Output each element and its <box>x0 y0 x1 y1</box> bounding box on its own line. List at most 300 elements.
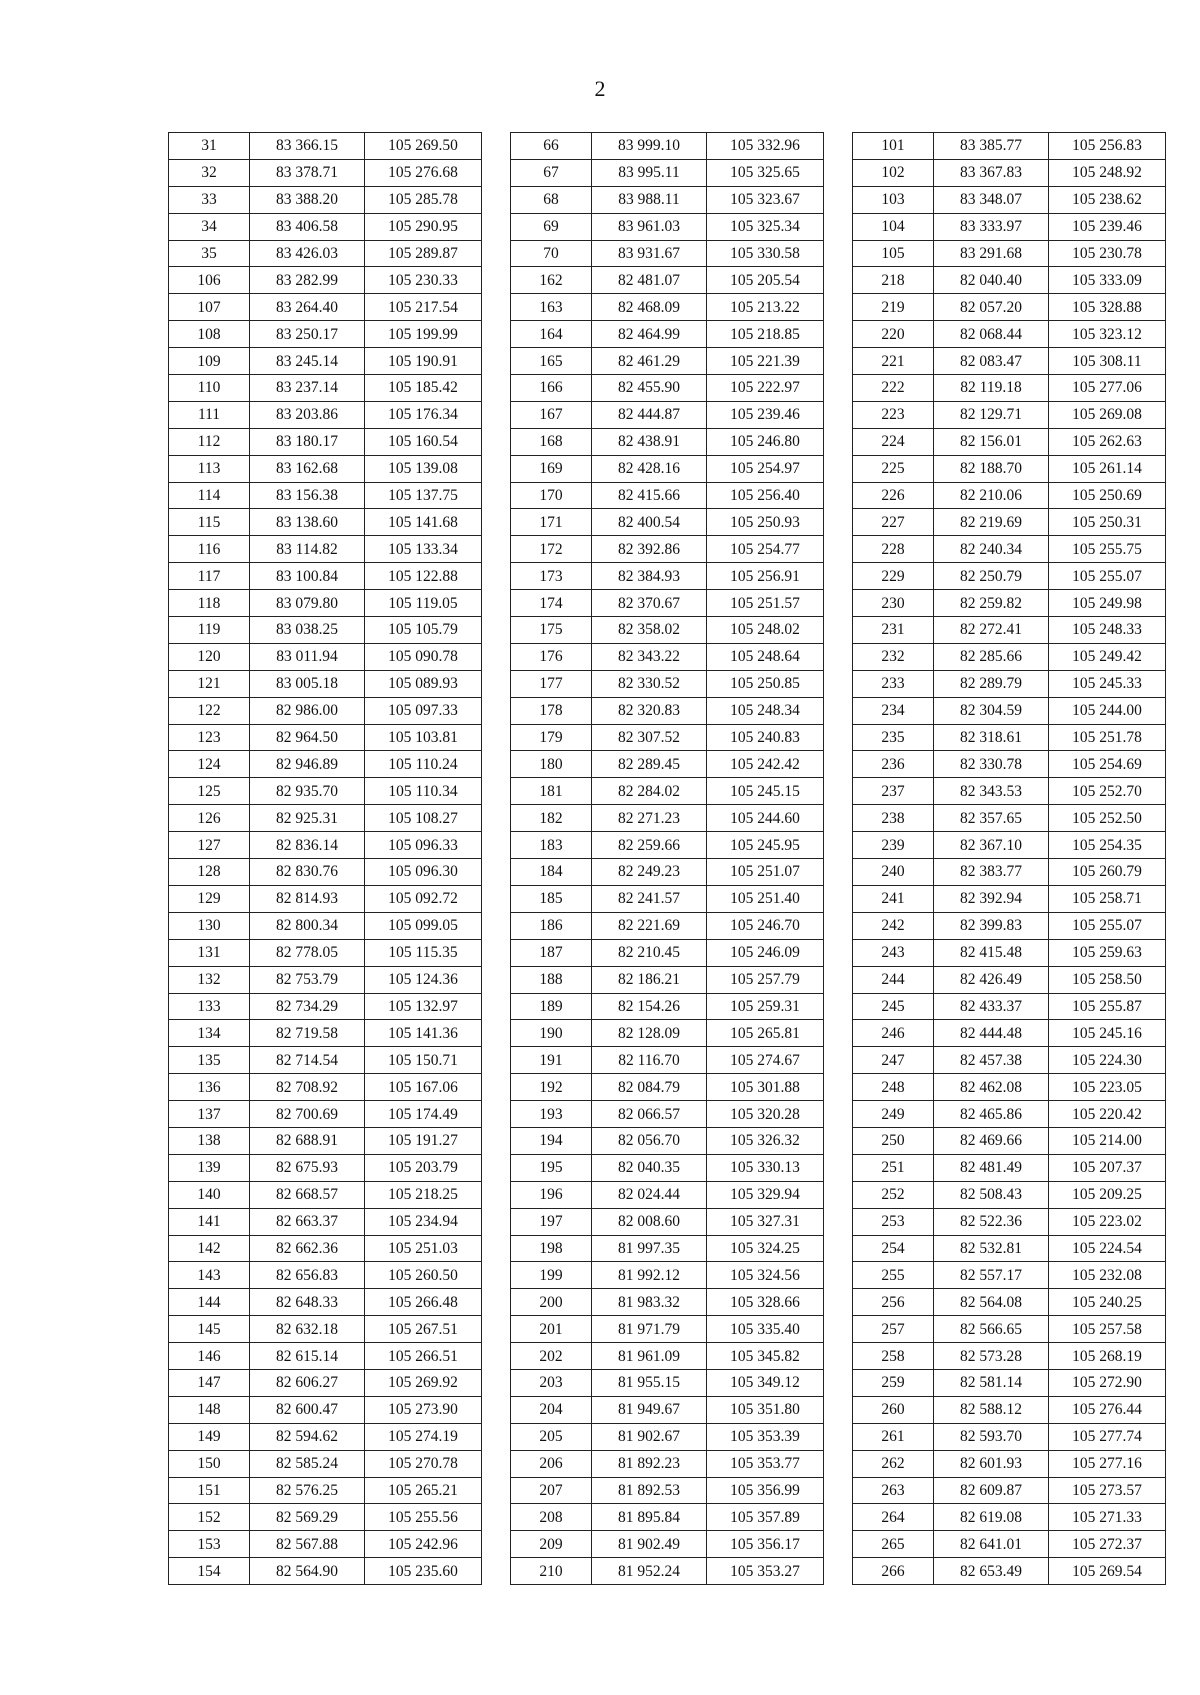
x-coordinate-cell: 82 656.83 <box>250 1262 365 1289</box>
point-number-cell: 113 <box>169 455 250 482</box>
point-number-cell: 135 <box>169 1047 250 1074</box>
table-row <box>853 1531 1166 1558</box>
x-coordinate-cell: 81 892.23 <box>592 1450 707 1477</box>
x-coordinate-cell: 82 564.08 <box>934 1289 1049 1316</box>
x-coordinate-cell: 82 662.36 <box>250 1235 365 1262</box>
x-coordinate-cell: 82 210.06 <box>934 482 1049 509</box>
x-coordinate-cell: 82 210.45 <box>592 939 707 966</box>
x-coordinate-cell: 83 138.60 <box>250 509 365 536</box>
point-number-cell: 143 <box>169 1262 250 1289</box>
table-row <box>511 643 824 670</box>
y-coordinate-cell: 105 214.00 <box>1049 1127 1166 1154</box>
table-row <box>853 1423 1166 1450</box>
table-row <box>169 348 482 375</box>
table-row <box>511 1450 824 1477</box>
y-coordinate-cell: 105 329.94 <box>707 1181 824 1208</box>
point-number-cell: 192 <box>511 1074 592 1101</box>
x-coordinate-cell: 82 619.08 <box>934 1504 1049 1531</box>
table-row <box>169 590 482 617</box>
y-coordinate-cell: 105 209.25 <box>1049 1181 1166 1208</box>
point-number-cell: 70 <box>511 240 592 267</box>
point-number-cell: 219 <box>853 294 934 321</box>
x-coordinate-cell: 83 005.18 <box>250 670 365 697</box>
x-coordinate-cell: 83 245.14 <box>250 348 365 375</box>
point-number-cell: 141 <box>169 1208 250 1235</box>
table-row <box>853 1235 1166 1262</box>
x-coordinate-cell: 82 307.52 <box>592 724 707 751</box>
point-number-cell: 256 <box>853 1289 934 1316</box>
x-coordinate-cell: 82 156.01 <box>934 428 1049 455</box>
table-row <box>511 939 824 966</box>
x-coordinate-cell: 82 444.87 <box>592 401 707 428</box>
x-coordinate-cell: 82 320.83 <box>592 697 707 724</box>
y-coordinate-cell: 105 254.35 <box>1049 832 1166 859</box>
x-coordinate-cell: 83 291.68 <box>934 240 1049 267</box>
point-number-cell: 225 <box>853 455 934 482</box>
y-coordinate-cell: 105 096.33 <box>365 832 482 859</box>
point-number-cell: 122 <box>169 697 250 724</box>
x-coordinate-cell: 82 778.05 <box>250 939 365 966</box>
x-coordinate-cell: 82 444.48 <box>934 1020 1049 1047</box>
table-row <box>511 1154 824 1181</box>
table-row <box>169 1343 482 1370</box>
y-coordinate-cell: 105 176.34 <box>365 401 482 428</box>
y-coordinate-cell: 105 265.21 <box>365 1477 482 1504</box>
y-coordinate-cell: 105 246.80 <box>707 428 824 455</box>
table-row <box>511 859 824 886</box>
point-number-cell: 177 <box>511 670 592 697</box>
point-number-cell: 242 <box>853 912 934 939</box>
table-row <box>511 1558 824 1585</box>
y-coordinate-cell: 105 246.70 <box>707 912 824 939</box>
x-coordinate-cell: 81 997.35 <box>592 1235 707 1262</box>
x-coordinate-cell: 81 902.67 <box>592 1423 707 1450</box>
x-coordinate-cell: 82 986.00 <box>250 697 365 724</box>
y-coordinate-cell: 105 115.35 <box>365 939 482 966</box>
table-row <box>853 240 1166 267</box>
y-coordinate-cell: 105 324.56 <box>707 1262 824 1289</box>
table-row <box>853 159 1166 186</box>
y-coordinate-cell: 105 234.94 <box>365 1208 482 1235</box>
y-coordinate-cell: 105 248.64 <box>707 643 824 670</box>
x-coordinate-cell: 81 955.15 <box>592 1369 707 1396</box>
point-number-cell: 104 <box>853 213 934 240</box>
y-coordinate-cell: 105 257.58 <box>1049 1316 1166 1343</box>
table-row <box>511 294 824 321</box>
x-coordinate-cell: 82 814.93 <box>250 885 365 912</box>
x-coordinate-cell: 81 949.67 <box>592 1396 707 1423</box>
point-number-cell: 248 <box>853 1074 934 1101</box>
table-row <box>169 778 482 805</box>
y-coordinate-cell: 105 327.31 <box>707 1208 824 1235</box>
table-row <box>853 1074 1166 1101</box>
point-number-cell: 241 <box>853 885 934 912</box>
y-coordinate-cell: 105 230.78 <box>1049 240 1166 267</box>
point-number-cell: 142 <box>169 1235 250 1262</box>
y-coordinate-cell: 105 255.07 <box>1049 563 1166 590</box>
x-coordinate-cell: 82 040.40 <box>934 267 1049 294</box>
point-number-cell: 236 <box>853 751 934 778</box>
point-number-cell: 171 <box>511 509 592 536</box>
y-coordinate-cell: 105 266.48 <box>365 1289 482 1316</box>
point-number-cell: 153 <box>169 1531 250 1558</box>
y-coordinate-cell: 105 133.34 <box>365 536 482 563</box>
point-number-cell: 163 <box>511 294 592 321</box>
x-coordinate-cell: 82 714.54 <box>250 1047 365 1074</box>
y-coordinate-cell: 105 110.34 <box>365 778 482 805</box>
point-number-cell: 262 <box>853 1450 934 1477</box>
point-number-cell: 251 <box>853 1154 934 1181</box>
point-number-cell: 118 <box>169 590 250 617</box>
y-coordinate-cell: 105 250.69 <box>1049 482 1166 509</box>
coordinate-table-3 <box>852 132 1166 1585</box>
y-coordinate-cell: 105 119.05 <box>365 590 482 617</box>
y-coordinate-cell: 105 270.78 <box>365 1450 482 1477</box>
y-coordinate-cell: 105 330.58 <box>707 240 824 267</box>
point-number-cell: 179 <box>511 724 592 751</box>
y-coordinate-cell: 105 345.82 <box>707 1343 824 1370</box>
point-number-cell: 68 <box>511 186 592 213</box>
table-row <box>511 1235 824 1262</box>
table-row <box>853 267 1166 294</box>
table-row <box>169 186 482 213</box>
point-number-cell: 247 <box>853 1047 934 1074</box>
y-coordinate-cell: 105 254.69 <box>1049 751 1166 778</box>
table-row <box>169 563 482 590</box>
x-coordinate-cell: 83 961.03 <box>592 213 707 240</box>
table-row <box>169 1289 482 1316</box>
x-coordinate-cell: 82 946.89 <box>250 751 365 778</box>
x-coordinate-cell: 82 186.21 <box>592 966 707 993</box>
y-coordinate-cell: 105 256.83 <box>1049 133 1166 160</box>
point-number-cell: 187 <box>511 939 592 966</box>
point-number-cell: 221 <box>853 348 934 375</box>
y-coordinate-cell: 105 259.63 <box>1049 939 1166 966</box>
x-coordinate-cell: 83 999.10 <box>592 133 707 160</box>
table-row <box>511 213 824 240</box>
table-row <box>853 939 1166 966</box>
table-row <box>853 617 1166 644</box>
point-number-cell: 116 <box>169 536 250 563</box>
point-number-cell: 197 <box>511 1208 592 1235</box>
table-row <box>853 670 1166 697</box>
x-coordinate-cell: 83 995.11 <box>592 159 707 186</box>
table-row <box>511 1396 824 1423</box>
y-coordinate-cell: 105 269.50 <box>365 133 482 160</box>
y-coordinate-cell: 105 252.50 <box>1049 805 1166 832</box>
y-coordinate-cell: 105 333.09 <box>1049 267 1166 294</box>
y-coordinate-cell: 105 269.92 <box>365 1369 482 1396</box>
table-row <box>511 186 824 213</box>
x-coordinate-cell: 82 925.31 <box>250 805 365 832</box>
point-number-cell: 123 <box>169 724 250 751</box>
point-number-cell: 138 <box>169 1127 250 1154</box>
x-coordinate-cell: 82 465.86 <box>934 1101 1049 1128</box>
table-row <box>169 536 482 563</box>
table-row <box>511 1531 824 1558</box>
point-number-cell: 180 <box>511 751 592 778</box>
point-number-cell: 183 <box>511 832 592 859</box>
point-number-cell: 227 <box>853 509 934 536</box>
x-coordinate-cell: 82 594.62 <box>250 1423 365 1450</box>
table-row <box>169 1396 482 1423</box>
x-coordinate-cell: 81 892.53 <box>592 1477 707 1504</box>
x-coordinate-cell: 81 992.12 <box>592 1262 707 1289</box>
point-number-cell: 115 <box>169 509 250 536</box>
x-coordinate-cell: 82 343.53 <box>934 778 1049 805</box>
table-row <box>853 1154 1166 1181</box>
x-coordinate-cell: 82 330.78 <box>934 751 1049 778</box>
table-row <box>511 536 824 563</box>
point-number-cell: 260 <box>853 1396 934 1423</box>
x-coordinate-cell: 82 129.71 <box>934 401 1049 428</box>
x-coordinate-cell: 82 564.90 <box>250 1558 365 1585</box>
table-row <box>169 1504 482 1531</box>
point-number-cell: 254 <box>853 1235 934 1262</box>
y-coordinate-cell: 105 254.97 <box>707 455 824 482</box>
x-coordinate-cell: 82 024.44 <box>592 1181 707 1208</box>
point-number-cell: 226 <box>853 482 934 509</box>
point-number-cell: 204 <box>511 1396 592 1423</box>
page-number: 2 <box>594 76 606 101</box>
y-coordinate-cell: 105 255.07 <box>1049 912 1166 939</box>
y-coordinate-cell: 105 276.44 <box>1049 1396 1166 1423</box>
table-row <box>511 1423 824 1450</box>
point-number-cell: 185 <box>511 885 592 912</box>
point-number-cell: 103 <box>853 186 934 213</box>
point-number-cell: 136 <box>169 1074 250 1101</box>
y-coordinate-cell: 105 160.54 <box>365 428 482 455</box>
table-row <box>511 590 824 617</box>
y-coordinate-cell: 105 217.54 <box>365 294 482 321</box>
point-number-cell: 144 <box>169 1289 250 1316</box>
table-row <box>853 1289 1166 1316</box>
x-coordinate-cell: 82 392.86 <box>592 536 707 563</box>
x-coordinate-cell: 82 119.18 <box>934 375 1049 402</box>
point-number-cell: 129 <box>169 885 250 912</box>
table-row <box>169 375 482 402</box>
y-coordinate-cell: 105 245.16 <box>1049 1020 1166 1047</box>
table-row <box>511 1343 824 1370</box>
table-row <box>511 375 824 402</box>
y-coordinate-cell: 105 259.31 <box>707 993 824 1020</box>
y-coordinate-cell: 105 248.02 <box>707 617 824 644</box>
y-coordinate-cell: 105 277.16 <box>1049 1450 1166 1477</box>
y-coordinate-cell: 105 124.36 <box>365 966 482 993</box>
point-number-cell: 150 <box>169 1450 250 1477</box>
x-coordinate-cell: 83 156.38 <box>250 482 365 509</box>
point-number-cell: 182 <box>511 805 592 832</box>
y-coordinate-cell: 105 267.51 <box>365 1316 482 1343</box>
table-row <box>511 563 824 590</box>
x-coordinate-cell: 82 700.69 <box>250 1101 365 1128</box>
x-coordinate-cell: 82 675.93 <box>250 1154 365 1181</box>
y-coordinate-cell: 105 090.78 <box>365 643 482 670</box>
table-row <box>169 1208 482 1235</box>
table-row <box>853 1396 1166 1423</box>
point-number-cell: 112 <box>169 428 250 455</box>
x-coordinate-cell: 83 388.20 <box>250 186 365 213</box>
x-coordinate-cell: 82 358.02 <box>592 617 707 644</box>
x-coordinate-cell: 82 481.49 <box>934 1154 1049 1181</box>
point-number-cell: 67 <box>511 159 592 186</box>
y-coordinate-cell: 105 207.37 <box>1049 1154 1166 1181</box>
point-number-cell: 228 <box>853 536 934 563</box>
point-number-cell: 174 <box>511 590 592 617</box>
y-coordinate-cell: 105 332.96 <box>707 133 824 160</box>
y-coordinate-cell: 105 199.99 <box>365 321 482 348</box>
table-row <box>169 509 482 536</box>
y-coordinate-cell: 105 255.56 <box>365 1504 482 1531</box>
table-row <box>511 724 824 751</box>
point-number-cell: 162 <box>511 267 592 294</box>
table-row <box>169 1101 482 1128</box>
table-row <box>169 724 482 751</box>
table-row <box>511 1504 824 1531</box>
table-row <box>169 1154 482 1181</box>
point-number-cell: 224 <box>853 428 934 455</box>
y-coordinate-cell: 105 353.77 <box>707 1450 824 1477</box>
table-row <box>169 401 482 428</box>
table-row <box>169 1369 482 1396</box>
table-row <box>853 778 1166 805</box>
table-row <box>853 1127 1166 1154</box>
table-row <box>169 240 482 267</box>
point-number-cell: 131 <box>169 939 250 966</box>
point-number-cell: 140 <box>169 1181 250 1208</box>
y-coordinate-cell: 105 218.25 <box>365 1181 482 1208</box>
y-coordinate-cell: 105 249.98 <box>1049 590 1166 617</box>
table-row <box>511 1208 824 1235</box>
point-number-cell: 257 <box>853 1316 934 1343</box>
point-number-cell: 245 <box>853 993 934 1020</box>
table-row <box>511 1101 824 1128</box>
y-coordinate-cell: 105 105.79 <box>365 617 482 644</box>
coordinate-table-1 <box>168 132 482 1585</box>
table-row <box>853 1450 1166 1477</box>
table-row <box>853 186 1166 213</box>
y-coordinate-cell: 105 223.05 <box>1049 1074 1166 1101</box>
point-number-cell: 191 <box>511 1047 592 1074</box>
x-coordinate-cell: 81 895.84 <box>592 1504 707 1531</box>
x-coordinate-cell: 82 632.18 <box>250 1316 365 1343</box>
table-row <box>511 697 824 724</box>
point-number-cell: 189 <box>511 993 592 1020</box>
x-coordinate-cell: 82 154.26 <box>592 993 707 1020</box>
x-coordinate-cell: 83 333.97 <box>934 213 1049 240</box>
table-row <box>511 885 824 912</box>
x-coordinate-cell: 82 573.28 <box>934 1343 1049 1370</box>
table-row <box>853 1181 1166 1208</box>
table-row <box>511 832 824 859</box>
y-coordinate-cell: 105 324.25 <box>707 1235 824 1262</box>
point-number-cell: 238 <box>853 805 934 832</box>
y-coordinate-cell: 105 251.57 <box>707 590 824 617</box>
y-coordinate-cell: 105 205.54 <box>707 267 824 294</box>
point-number-cell: 34 <box>169 213 250 240</box>
y-coordinate-cell: 105 239.46 <box>707 401 824 428</box>
y-coordinate-cell: 105 290.95 <box>365 213 482 240</box>
point-number-cell: 132 <box>169 966 250 993</box>
x-coordinate-cell: 83 406.58 <box>250 213 365 240</box>
x-coordinate-cell: 82 601.93 <box>934 1450 1049 1477</box>
point-number-cell: 237 <box>853 778 934 805</box>
table-row <box>853 1047 1166 1074</box>
point-number-cell: 166 <box>511 375 592 402</box>
x-coordinate-cell: 82 468.09 <box>592 294 707 321</box>
point-number-cell: 207 <box>511 1477 592 1504</box>
table-row <box>169 993 482 1020</box>
y-coordinate-cell: 105 251.03 <box>365 1235 482 1262</box>
y-coordinate-cell: 105 258.50 <box>1049 966 1166 993</box>
point-number-cell: 223 <box>853 401 934 428</box>
x-coordinate-cell: 82 648.33 <box>250 1289 365 1316</box>
point-number-cell: 243 <box>853 939 934 966</box>
point-number-cell: 231 <box>853 617 934 644</box>
y-coordinate-cell: 105 096.30 <box>365 859 482 886</box>
point-number-cell: 169 <box>511 455 592 482</box>
y-coordinate-cell: 105 218.85 <box>707 321 824 348</box>
point-number-cell: 105 <box>853 240 934 267</box>
x-coordinate-cell: 82 057.20 <box>934 294 1049 321</box>
point-number-cell: 32 <box>169 159 250 186</box>
x-coordinate-cell: 81 902.49 <box>592 1531 707 1558</box>
table-row <box>511 617 824 644</box>
y-coordinate-cell: 105 248.92 <box>1049 159 1166 186</box>
y-coordinate-cell: 105 150.71 <box>365 1047 482 1074</box>
x-coordinate-cell: 82 438.91 <box>592 428 707 455</box>
x-coordinate-cell: 82 249.23 <box>592 859 707 886</box>
y-coordinate-cell: 105 255.75 <box>1049 536 1166 563</box>
point-number-cell: 240 <box>853 859 934 886</box>
y-coordinate-cell: 105 261.14 <box>1049 455 1166 482</box>
point-number-cell: 178 <box>511 697 592 724</box>
table-row <box>511 133 824 160</box>
x-coordinate-cell: 82 289.45 <box>592 751 707 778</box>
point-number-cell: 258 <box>853 1343 934 1370</box>
point-number-cell: 194 <box>511 1127 592 1154</box>
table-row <box>169 1450 482 1477</box>
x-coordinate-cell: 82 532.81 <box>934 1235 1049 1262</box>
table-row <box>511 778 824 805</box>
y-coordinate-cell: 105 249.42 <box>1049 643 1166 670</box>
y-coordinate-cell: 105 269.08 <box>1049 401 1166 428</box>
x-coordinate-cell: 81 961.09 <box>592 1343 707 1370</box>
point-number-cell: 230 <box>853 590 934 617</box>
table-row <box>169 859 482 886</box>
point-number-cell: 172 <box>511 536 592 563</box>
y-coordinate-cell: 105 103.81 <box>365 724 482 751</box>
x-coordinate-cell: 82 461.29 <box>592 348 707 375</box>
y-coordinate-cell: 105 308.11 <box>1049 348 1166 375</box>
x-coordinate-cell: 82 116.70 <box>592 1047 707 1074</box>
x-coordinate-cell: 82 330.52 <box>592 670 707 697</box>
table-row <box>511 1477 824 1504</box>
point-number-cell: 117 <box>169 563 250 590</box>
x-coordinate-cell: 82 428.16 <box>592 455 707 482</box>
y-coordinate-cell: 105 245.33 <box>1049 670 1166 697</box>
point-number-cell: 128 <box>169 859 250 886</box>
point-number-cell: 146 <box>169 1343 250 1370</box>
point-number-cell: 235 <box>853 724 934 751</box>
point-number-cell: 165 <box>511 348 592 375</box>
y-coordinate-cell: 105 213.22 <box>707 294 824 321</box>
y-coordinate-cell: 105 221.39 <box>707 348 824 375</box>
table-row <box>169 805 482 832</box>
point-number-cell: 127 <box>169 832 250 859</box>
x-coordinate-cell: 83 366.15 <box>250 133 365 160</box>
y-coordinate-cell: 105 330.13 <box>707 1154 824 1181</box>
